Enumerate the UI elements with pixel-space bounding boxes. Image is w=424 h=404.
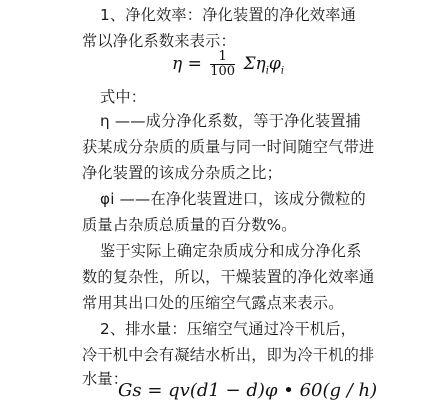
text-line: 式中： xyxy=(100,88,147,106)
text-line: 数的复杂性，所以，干燥装置的净化效率通 xyxy=(82,268,375,286)
text-line: η ——成分净化系数，等于净化装置捕 xyxy=(100,112,362,130)
text-line: 水量： xyxy=(82,370,129,388)
equation-subscript: i xyxy=(265,65,269,77)
text-line: 常用其出口处的压缩空气露点来表示。 xyxy=(82,294,344,312)
text-line: φi ——在净化装置进口，该成分微粒的 xyxy=(100,190,366,208)
equation-fraction xyxy=(210,50,235,79)
equation-purification-efficiency xyxy=(172,50,284,79)
text-line: 常以净化系数来表示： xyxy=(82,32,236,50)
text-line: 净化装置的该成分杂质之比； xyxy=(82,164,283,182)
text-line: 1、净化效率：净化装置的净化效率通 xyxy=(100,6,357,24)
equation-lhs: η = xyxy=(172,54,202,74)
text-line: 质量占杂质总质量的百分数%。 xyxy=(82,216,297,234)
equation-subscript: i xyxy=(280,65,285,77)
equation-phi: φ xyxy=(268,54,281,74)
equation-sum: Ση xyxy=(243,54,266,74)
fraction-numerator: 1 xyxy=(210,50,235,65)
fraction-denominator: 100 xyxy=(210,64,236,79)
text-line: 冷干机中会有凝结水析出，即为冷干机的排 xyxy=(82,346,375,364)
equation-drainage: Gs = qv(d1 − d)φ • 60(g / h) xyxy=(118,380,378,401)
text-line: 获某成分杂质的质量与同一时间随空气带进 xyxy=(82,138,375,156)
text-line: 2、排水量：压缩空气通过冷干机后， xyxy=(100,320,357,338)
text-line: 鉴于实际上确定杂质成分和成分净化系 xyxy=(100,242,362,260)
